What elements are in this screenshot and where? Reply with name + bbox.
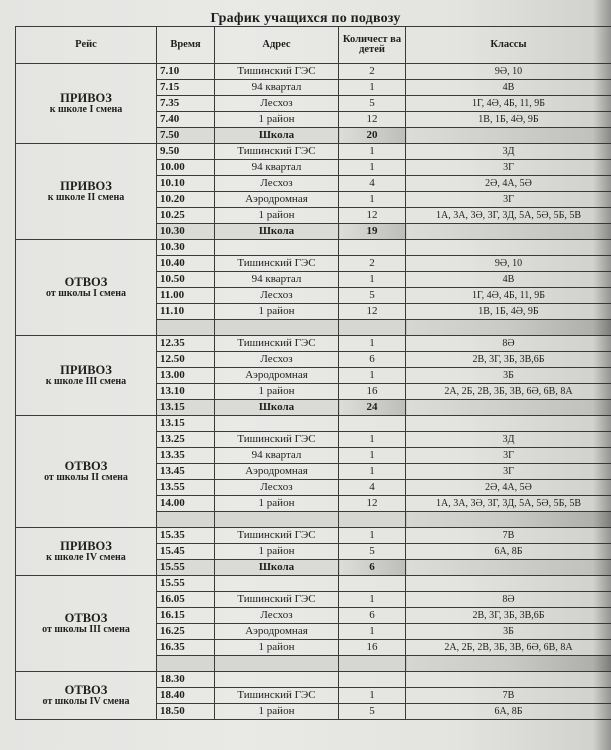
time-cell: 16.05 [157, 592, 215, 608]
trip-shift: от школы I смена [46, 287, 126, 299]
trip-cell [16, 576, 157, 672]
count-cell: 16 [339, 384, 406, 400]
count-cell: 19 [339, 224, 406, 240]
schedule-row [16, 416, 611, 432]
classes-cell: 2Ә, 4А, 5Ә [406, 176, 611, 192]
count-cell: 12 [339, 112, 406, 128]
address-cell [215, 672, 339, 688]
address-cell: Аэродромная [215, 464, 339, 480]
classes-cell [406, 416, 611, 432]
classes-cell: 2Ә, 4А, 5Ә [406, 480, 611, 496]
trip-cell [16, 64, 157, 144]
schedule-row [16, 672, 611, 688]
count-cell: 12 [339, 304, 406, 320]
classes-cell: 3Г [406, 448, 611, 464]
classes-cell: 1Г, 4Ә, 4Б, 11, 9Б [406, 288, 611, 304]
time-cell: 7.40 [157, 112, 215, 128]
count-cell: 4 [339, 480, 406, 496]
time-cell: 7.50 [157, 128, 215, 144]
time-cell: 13.55 [157, 480, 215, 496]
count-cell: 1 [339, 432, 406, 448]
address-cell: Аэродромная [215, 368, 339, 384]
time-cell: 11.10 [157, 304, 215, 320]
address-cell: Тишинский ГЭС [215, 256, 339, 272]
time-cell: 10.30 [157, 224, 215, 240]
address-cell: 94 квартал [215, 160, 339, 176]
schedule-row [16, 528, 611, 544]
classes-cell [406, 224, 611, 240]
time-cell: 15.55 [157, 576, 215, 592]
classes-cell: 1В, 1Б, 4Ә, 9Б [406, 304, 611, 320]
classes-cell: 3Г [406, 160, 611, 176]
classes-cell: 7В [406, 528, 611, 544]
address-cell: Школа [215, 224, 339, 240]
schedule-row [16, 64, 611, 80]
trip-type: ПРИВОЗ [60, 363, 112, 378]
address-cell: Тишинский ГЭС [215, 688, 339, 704]
time-cell: 15.35 [157, 528, 215, 544]
time-cell: 14.00 [157, 496, 215, 512]
time-cell: 10.30 [157, 240, 215, 256]
count-cell: 1 [339, 368, 406, 384]
classes-cell: 7В [406, 688, 611, 704]
address-cell [215, 576, 339, 592]
classes-cell [406, 400, 611, 416]
address-cell [215, 240, 339, 256]
classes-cell [406, 128, 611, 144]
address-cell: Лесхоз [215, 96, 339, 112]
trip-cell [16, 336, 157, 416]
count-cell [339, 656, 406, 672]
schedule-row [16, 144, 611, 160]
count-cell: 16 [339, 640, 406, 656]
header-count: Количест ва детей [339, 27, 406, 64]
classes-cell: 2В, 3Г, 3Б, 3В,6Б [406, 352, 611, 368]
classes-cell: 2В, 3Г, 3Б, 3В,6Б [406, 608, 611, 624]
count-cell: 1 [339, 336, 406, 352]
trip-type: ОТВОЗ [64, 611, 108, 626]
count-cell [339, 512, 406, 528]
count-cell: 5 [339, 288, 406, 304]
time-cell: 10.20 [157, 192, 215, 208]
classes-cell: 8Ә [406, 336, 611, 352]
address-cell [215, 656, 339, 672]
classes-cell: 3Г [406, 464, 611, 480]
address-cell: Аэродромная [215, 192, 339, 208]
trip-cell [16, 240, 157, 336]
classes-cell [406, 656, 611, 672]
count-cell: 6 [339, 560, 406, 576]
classes-cell: 2А, 2Б, 2В, 3Б, 3В, 6Ә, 6В, 8А [406, 640, 611, 656]
count-cell: 6 [339, 352, 406, 368]
time-cell: 12.50 [157, 352, 215, 368]
address-cell: Аэродромная [215, 624, 339, 640]
trip-type: ОТВОЗ [64, 275, 108, 290]
classes-cell: 6А, 8Б [406, 704, 611, 720]
page-title: График учащихся по подвозу [210, 11, 401, 26]
address-cell: Лесхоз [215, 176, 339, 192]
count-cell: 5 [339, 704, 406, 720]
classes-cell [406, 672, 611, 688]
address-cell: 1 район [215, 640, 339, 656]
address-cell: Лесхоз [215, 480, 339, 496]
count-cell [339, 576, 406, 592]
time-cell: 18.50 [157, 704, 215, 720]
classes-cell: 3Г [406, 192, 611, 208]
count-cell: 4 [339, 176, 406, 192]
count-cell: 1 [339, 448, 406, 464]
count-cell: 5 [339, 96, 406, 112]
trip-cell [16, 416, 157, 528]
time-cell: 16.35 [157, 640, 215, 656]
trip-cell [16, 528, 157, 576]
classes-cell [406, 512, 611, 528]
time-cell: 15.45 [157, 544, 215, 560]
trip-shift: к школе III смена [45, 375, 127, 387]
address-cell: Школа [215, 400, 339, 416]
address-cell: 1 район [215, 112, 339, 128]
schedule-table [15, 26, 611, 720]
header-address: Адрес [215, 27, 339, 64]
classes-cell [406, 560, 611, 576]
time-cell [157, 320, 215, 336]
count-cell: 2 [339, 64, 406, 80]
count-cell: 12 [339, 496, 406, 512]
time-cell: 13.35 [157, 448, 215, 464]
address-cell: Лесхоз [215, 608, 339, 624]
trip-shift: от школы II смена [44, 471, 128, 483]
time-cell: 10.00 [157, 160, 215, 176]
count-cell [339, 416, 406, 432]
trip-shift: от школы IV смена [42, 695, 130, 707]
time-cell: 12.35 [157, 336, 215, 352]
classes-cell: 9Ә, 10 [406, 256, 611, 272]
time-cell [157, 656, 215, 672]
count-cell: 12 [339, 208, 406, 224]
count-cell: 2 [339, 256, 406, 272]
count-cell: 1 [339, 192, 406, 208]
trip-type: ПРИВОЗ [60, 179, 112, 194]
count-cell: 20 [339, 128, 406, 144]
count-cell: 1 [339, 688, 406, 704]
address-cell [215, 320, 339, 336]
count-cell: 1 [339, 80, 406, 96]
time-cell: 10.50 [157, 272, 215, 288]
count-cell: 1 [339, 272, 406, 288]
time-cell: 13.00 [157, 368, 215, 384]
classes-cell: 9Ә, 10 [406, 64, 611, 80]
address-cell: 1 район [215, 384, 339, 400]
classes-cell: 3Д [406, 432, 611, 448]
address-cell: Школа [215, 128, 339, 144]
time-cell: 9.50 [157, 144, 215, 160]
count-cell [339, 320, 406, 336]
classes-cell: 1Г, 4Ә, 4Б, 11, 9Б [406, 96, 611, 112]
time-cell: 7.35 [157, 96, 215, 112]
time-cell: 13.10 [157, 384, 215, 400]
time-cell: 11.00 [157, 288, 215, 304]
address-cell: Тишинский ГЭС [215, 432, 339, 448]
address-cell: Тишинский ГЭС [215, 528, 339, 544]
classes-cell: 1В, 1Б, 4Ә, 9Б [406, 112, 611, 128]
time-cell: 13.45 [157, 464, 215, 480]
count-cell: 5 [339, 544, 406, 560]
address-cell: Лесхоз [215, 352, 339, 368]
classes-cell: 4В [406, 80, 611, 96]
classes-cell: 3Б [406, 368, 611, 384]
address-cell: Тишинский ГЭС [215, 336, 339, 352]
trip-shift: к школе I смена [49, 103, 123, 115]
header-time: Время [157, 27, 215, 64]
address-cell: Тишинский ГЭС [215, 144, 339, 160]
classes-cell: 1А, 3А, 3Ә, 3Г, 3Д, 5А, 5Ә, 5Б, 5В [406, 496, 611, 512]
schedule-row [16, 576, 611, 592]
trip-shift: от школы III смена [42, 623, 130, 635]
count-cell [339, 672, 406, 688]
time-cell: 16.25 [157, 624, 215, 640]
trip-type: ПРИВОЗ [60, 539, 112, 554]
address-cell: 94 квартал [215, 80, 339, 96]
trip-shift: к школе II смена [47, 191, 125, 203]
trip-shift: к школе IV смена [46, 551, 126, 563]
address-cell: 1 район [215, 704, 339, 720]
count-cell: 6 [339, 608, 406, 624]
header-trip: Рейс [16, 27, 157, 64]
trip-type: ОТВОЗ [64, 459, 108, 474]
time-cell: 15.55 [157, 560, 215, 576]
classes-cell [406, 320, 611, 336]
time-cell: 10.40 [157, 256, 215, 272]
address-cell: 1 район [215, 208, 339, 224]
address-cell: 94 квартал [215, 448, 339, 464]
time-cell: 7.10 [157, 64, 215, 80]
count-cell: 1 [339, 160, 406, 176]
address-cell: Тишинский ГЭС [215, 592, 339, 608]
address-cell: 1 район [215, 304, 339, 320]
classes-cell: 2А, 2Б, 2В, 3Б, 3В, 6Ә, 6В, 8А [406, 384, 611, 400]
trip-type: ОТВОЗ [64, 683, 108, 698]
address-cell: Лесхоз [215, 288, 339, 304]
address-cell [215, 416, 339, 432]
count-cell: 1 [339, 592, 406, 608]
trip-type: ПРИВОЗ [60, 91, 112, 106]
time-cell: 18.30 [157, 672, 215, 688]
count-cell: 1 [339, 464, 406, 480]
time-cell [157, 512, 215, 528]
schedule-row [16, 336, 611, 352]
count-cell: 1 [339, 144, 406, 160]
time-cell: 13.15 [157, 400, 215, 416]
count-cell: 24 [339, 400, 406, 416]
trip-cell [16, 144, 157, 240]
time-cell: 13.25 [157, 432, 215, 448]
address-cell: 1 район [215, 544, 339, 560]
time-cell: 10.10 [157, 176, 215, 192]
time-cell: 10.25 [157, 208, 215, 224]
schedule-row [16, 240, 611, 256]
header-row [16, 27, 611, 64]
time-cell: 13.15 [157, 416, 215, 432]
address-cell: Школа [215, 560, 339, 576]
classes-cell: 3Б [406, 624, 611, 640]
classes-cell: 1А, 3А, 3Ә, 3Г, 3Д, 5А, 5Ә, 5Б, 5В [406, 208, 611, 224]
count-cell: 1 [339, 624, 406, 640]
time-cell: 16.15 [157, 608, 215, 624]
classes-cell: 4В [406, 272, 611, 288]
address-cell: 94 квартал [215, 272, 339, 288]
time-cell: 18.40 [157, 688, 215, 704]
address-cell: 1 район [215, 496, 339, 512]
trip-cell [16, 672, 157, 720]
count-cell: 1 [339, 528, 406, 544]
classes-cell [406, 576, 611, 592]
count-cell [339, 240, 406, 256]
classes-cell: 3Д [406, 144, 611, 160]
classes-cell [406, 240, 611, 256]
classes-cell: 8Ә [406, 592, 611, 608]
time-cell: 7.15 [157, 80, 215, 96]
address-cell [215, 512, 339, 528]
classes-cell: 6А, 8Б [406, 544, 611, 560]
address-cell: Тишинский ГЭС [215, 64, 339, 80]
header-classes: Классы [406, 27, 611, 64]
